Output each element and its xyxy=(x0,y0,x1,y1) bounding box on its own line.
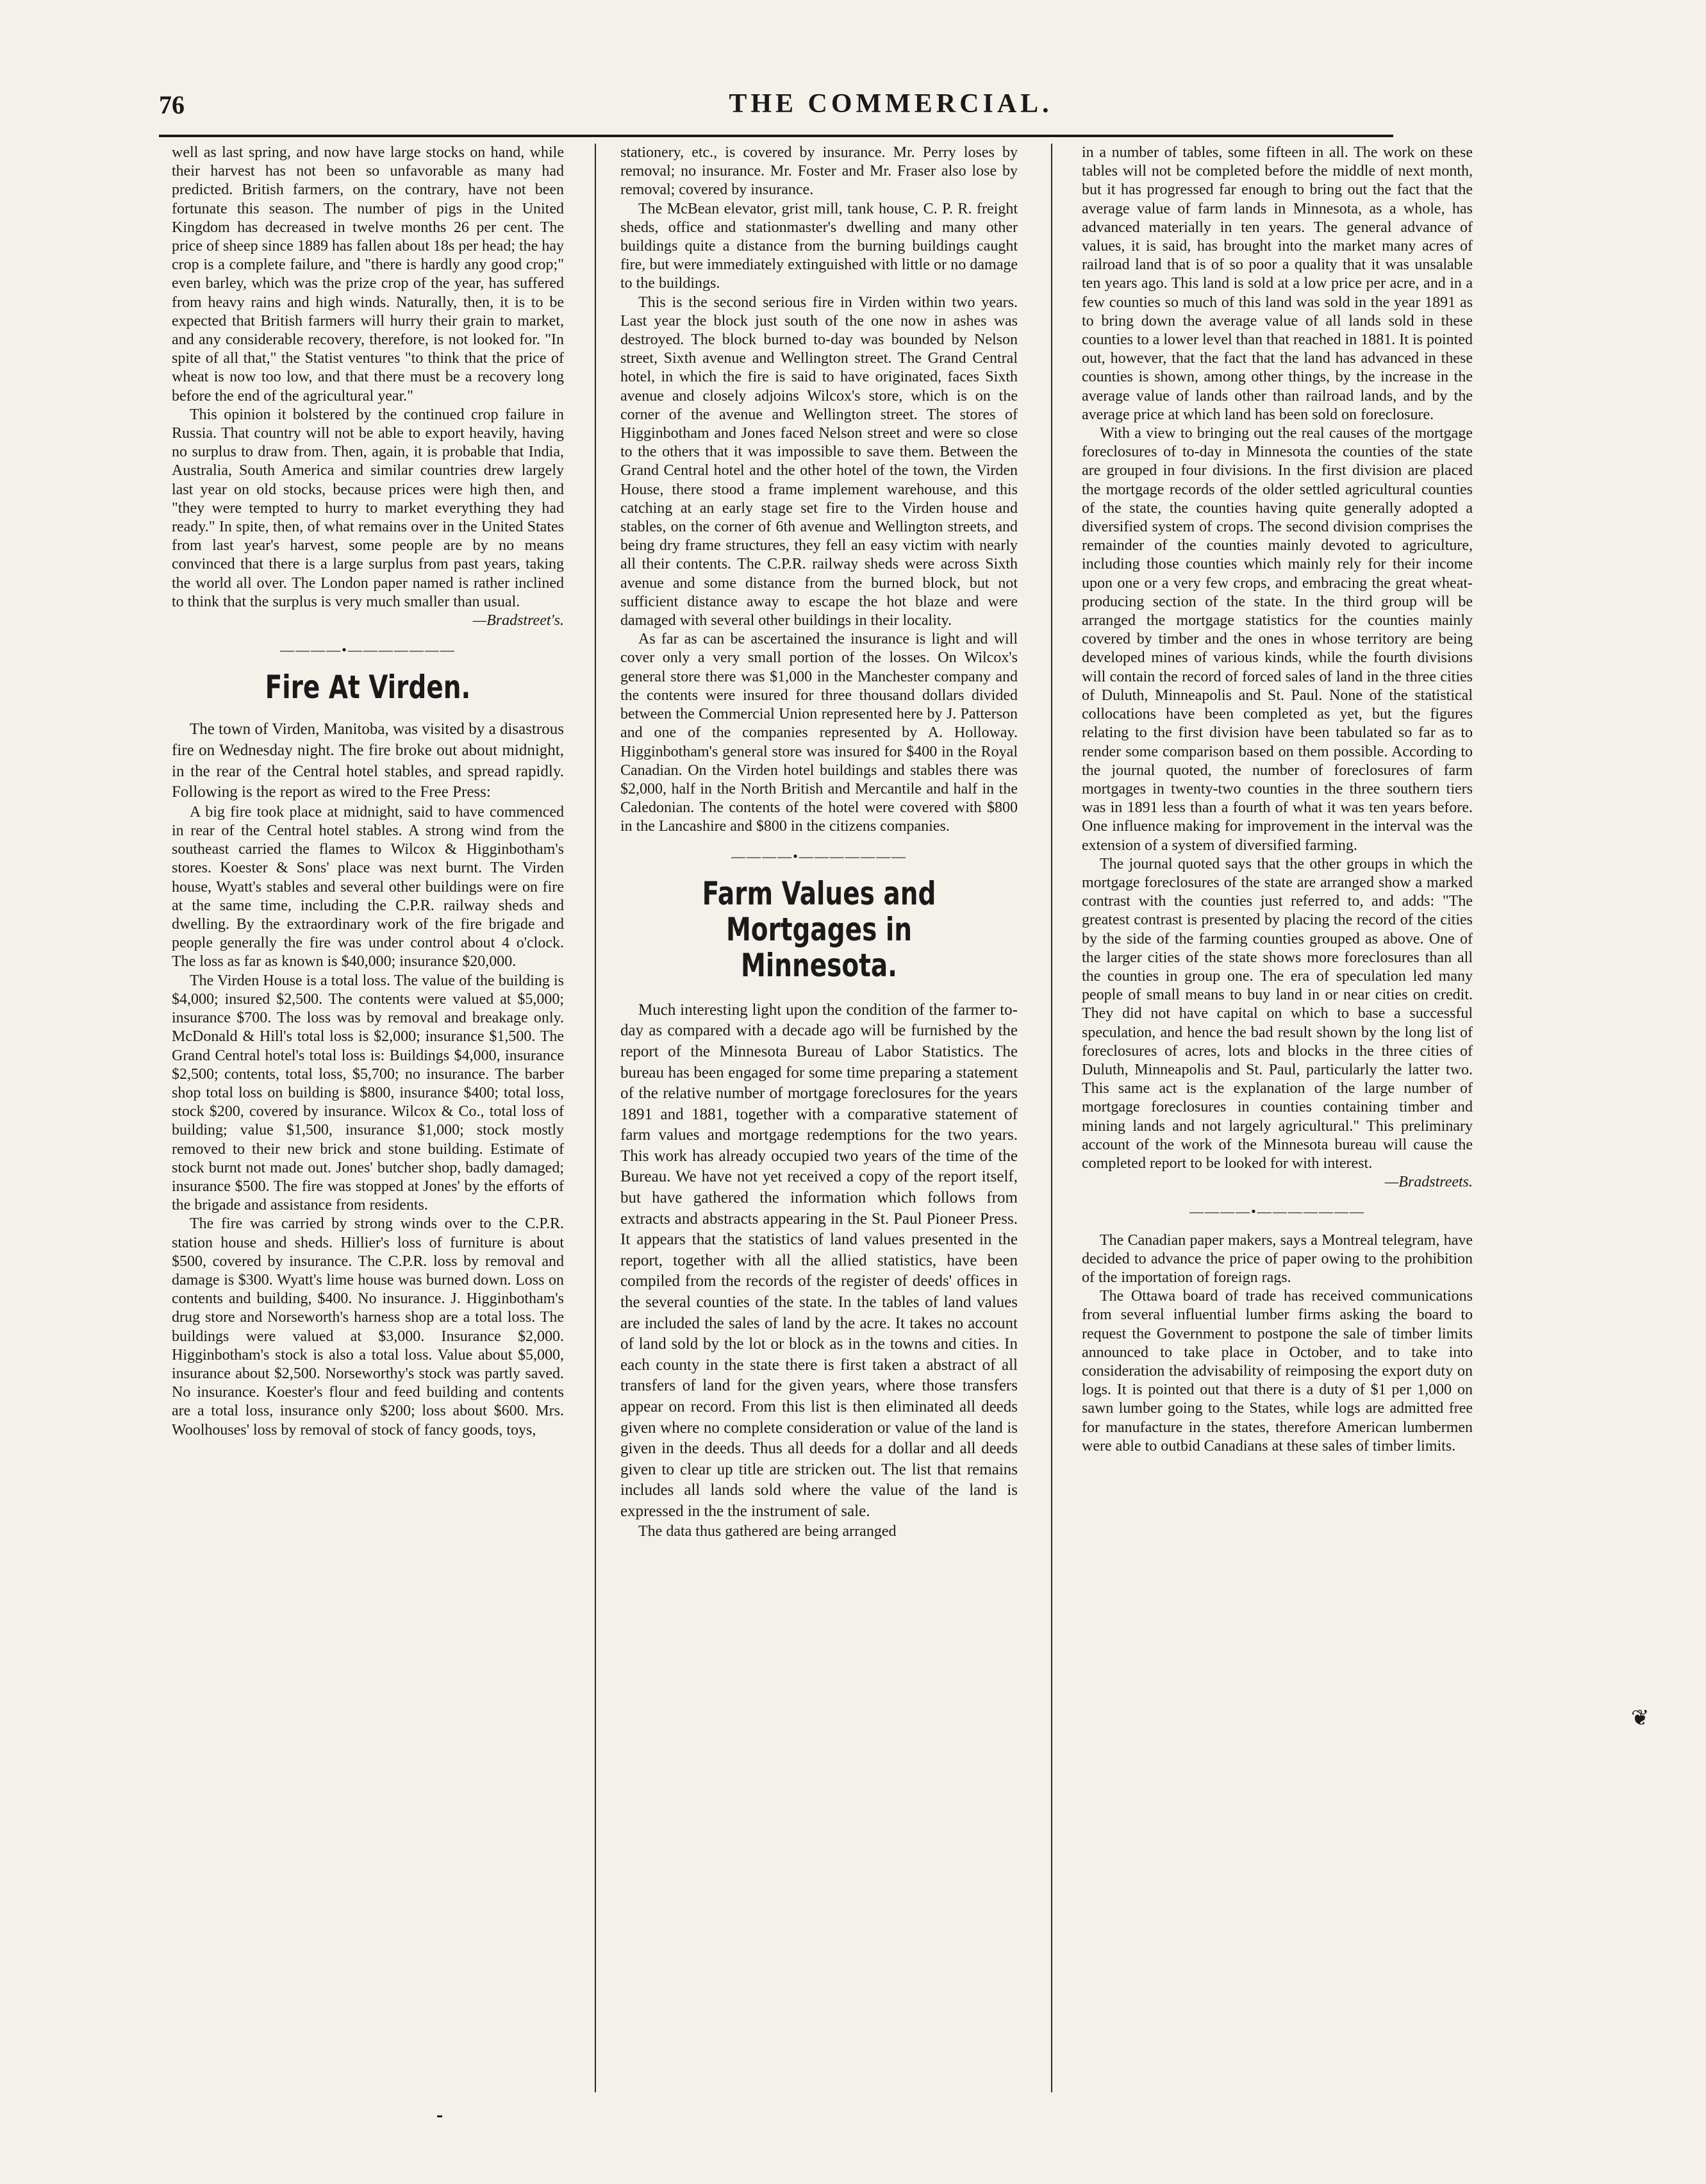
article-separator: ————•——————— xyxy=(280,642,456,658)
article-paragraph: The town of Virden, Manitoba, was visited by a disastrous fire on Wednesday night. The fire broke out about midnight, in the rear of the Central hotel stables, and spread rapidly. Following is the report as wired to the Free Press: xyxy=(172,721,564,801)
masthead: THE COMMERCIAL. xyxy=(729,89,1053,119)
article-paragraph: Much interesting light upon the condition of the farmer to-day as compared with a decade ago will be furnished by the report of the Minnesota Bureau of Labor Statistics. The bureau has been engaged for some time preparing a statement of the relative number of mortgage foreclosures for the years 1891 and 1881, together with a comparative statement of farm values and mortgage redemptions for the two years. This work has already occupied two years of the time of the Bureau. We have not yet received a copy of the report itself, but have gathered the information which follows from extracts and abstracts appearing in the St. Paul Pioneer Press. It appears that the statistics of land values presented in the report, together with all the allied statistics, have been compiled from the records of the register of deeds' offices in the several counties of the state. In the tables of land values are included the sales of land by the acre. It takes no account of land sold by the lot or block as in the towns and cities. In each county in the state there is first taken a abstract of all transfers of land for the given years, where those transfers appear on record. From this list is then eliminated all deeds given where no complete consideration or value of the land is given in the deeds. Thus all deeds for a dollar and all deeds given to clear up title are stricken out. The list that remains includes all lands sold where the value of the land is expressed in the the instrument of sale. xyxy=(620,1001,1018,1520)
article-paragraph: This is the second serious fire in Virden within two years. Last year the block just south of the one now in ashes was destroyed. The block burned to-day was bounded by Nelson street, Sixth avenue and Wellington street. The Grand Central hotel, in which the fire is said to have originated, faces Sixth avenue and closely adjoins Wilcox's store, which is on the corner of the avenue and Wellington street. The stores of Higginbotham and Jones faced Nelson street and were so close to the others that it was impossible to save them. Between the Grand Central hotel and the other hotel of the town, the Virden House, there stood a frame implement warehouse, and this catching at an early stage set fire to the Virden house and stables, on the corner of 6th avenue and Wellington streets, and being dry frame structures, they fell an easy victim with nearly all their contents. The C.P.R. railway sheds were across Sixth avenue and some distance from the burned block, but not sufficient distance away to escape the hot blaze and were damaged with several other buildings in their locality. xyxy=(620,294,1018,629)
column-2 xyxy=(620,144,1018,2092)
article-headline: Farm Values and Mortgages in Minnesota. xyxy=(702,874,936,984)
article-paragraph: The McBean elevator, grist mill, tank house, C. P. R. freight sheds, office and stationmaster's dwelling and many other buildings quite a distance from the burning buildings caught fire, but were immediately extinguished with little or no damage to the buildings. xyxy=(620,200,1018,292)
article-paragraph: With a view to bringing out the real causes of the mortgage foreclosures of to-day in Minnesota the counties of the state are grouped in four divisions. In the first division are placed the mortgage records of the older settled agricultural counties of the state, the counties having quite generally adopted a diversified system of crops. The second division comprises the remainder of the counties mainly devoted to agriculture, including those counties which mainly rely for their income upon one or a very few crops, and embracing the great wheat-producing section of the state. In the third group will be arranged the mortgage statistics for the counties mainly covered by timber and the ones in whose territory are being developed mines of various kinds, while the fourth divisions will contain the record of forced sales of land in the three cities of Duluth, Minneapolis and St. Paul. None of the statistical collocations have been completed as yet, but the figures relating to the first division have been tabulated so far as to render some comparison based on them possible. According to the journal quoted, the number of foreclosures of farm mortgages in twenty-two counties in the three southern tiers was in 1891 less than a fourth of what it was ten years before. One influence making for improvement in the interval was the extension of a system of diversified farming. xyxy=(1082,425,1473,854)
print-mark xyxy=(437,2115,442,2117)
article-signature: —Bradstreet's. xyxy=(472,612,564,629)
column-divider xyxy=(1051,144,1052,2092)
article-separator: ————•——————— xyxy=(731,847,907,864)
article-separator: ————•——————— xyxy=(1189,1203,1365,1220)
column-divider xyxy=(595,144,596,2092)
article-paragraph: The journal quoted says that the other groups in which the mortgage foreclosures of the state are arranged show a marked contrast with the counties just referred to, and adds: "The greatest contrast is presented by placing the record of the cities by the side of the farming counties grouped as above. One of the larger cities of the state shows more foreclosures than all the counties in group one. The era of speculation led many people of small means to buy land in or near cities on credit. They did not have capital on which to base a successful speculation, and hence the bad result shown by the long list of foreclosures of acres, lots and blocks in the three cities of Duluth, Minneapolis and St. Paul, particularly the latter two. This same act is the explanation of the large number of mortgage foreclosures in counties containing timber and mining lands and not largely agricultural." This preliminary account of the work of the Minnesota bureau will cause the completed report to be looked for with interest. xyxy=(1082,855,1473,1172)
article-paragraph: in a number of tables, some fifteen in all. The work on these tables will not be completed before the middle of next month, but it has progressed far enough to bring out the fact that the average value of farm lands in Minnesota, as a whole, has advanced materially in ten years. The general advance of values, it is said, has brought into the market many acres of railroad land that is of so poor a quality that it was unsalable ten years ago. This land is sold at a low price per acre, and in a few counties so much of this land was sold in the year 1891 as to bring down the average value of all lands sold in these counties to a lower level than that reached in 1881. It is pointed out, however, that the fact that the land has advanced in these counties is shown, among other things, by the increase in the average value of lands other than railroad lands, and by the average price at which land has been sold on foreclosure. xyxy=(1082,144,1473,423)
page-number: 76 xyxy=(159,90,185,119)
article-paragraph: well as last spring, and now have large stocks on hand, while their harvest has not been so unfavorable as many had predicted. British farmers, on the contrary, have not been fortunate this season. The number of pigs in the United Kingdom has decreased in twelve months 26 per cent. The price of sheep since 1889 has fallen about 18s per head; the hay crop is a complete failure, and "there is hardly any good crop;" even barley, which was the prize crop of the year, has suffered from heavy rains and high winds. Naturally, then, it is to be expected that British farmers will hurry their grain to market, and any considerable recovery, therefore, is not looked for. "In spite of all that," the Statist ventures "to think that the price of wheat is now too low, and that there must be a recovery long before the end of the agricultural year." xyxy=(172,144,564,404)
margin-mark: ❦ xyxy=(1631,1706,1650,1730)
article-paragraph: This opinion it bolstered by the continued crop failure in Russia. That country will not be able to export heavily, having no surplus to draw from. Then, again, it is probable that India, Australia, South America and similar countries drew largely last year on old stocks, because prices were high then, and "they were tempted to hurry to market everything they had ready." In spite, then, of what remains over in the United States from last year's harvest, some people are by no means convinced that there is a large surplus from past years, taking the world all over. The London paper named is rather inclined to think that the surplus is very much smaller than usual. xyxy=(172,406,564,610)
article-paragraph: The fire was carried by strong winds over to the C.P.R. station house and sheds. Hillier's loss of furniture is about $500, covered by insurance. The C.P.R. loss by removal and damage is $300. Wyatt's lime house was burned down. Loss on contents and building, $400. No insurance. J. Higginbotham's drug store and Norseworth's harness shop are a total loss. The buildings were valued at $3,000. Insurance $2,000. Higginbotham's stock is also a total loss. Value about $5,000, insurance about $2,500. Norseworthy's stock was partly saved. No insurance. Koester's flour and feed building and contents are a total loss, insurance only $200; loss about $600. Mrs. Woolhouses' loss by removal of stock of fancy goods, toys, xyxy=(172,1215,564,1438)
article-paragraph: The data thus gathered are being arranged xyxy=(638,1522,897,1540)
article-paragraph: The Ottawa board of trade has received communications from several influential lumber firms asking the board to request the Government to postpone the sale of timber limits announced to take place in October, and to take into consideration the advisability of reimposing the export duty on logs. It is pointed out that there is a duty of $1 per 1,000 on sawn lumber going to the States, while logs are admitted free for manufacture in the states, therefore American lumbermen were able to outbid Canadians at these sales of timber limits. xyxy=(1082,1288,1473,1455)
article-signature: —Bradstreets. xyxy=(1384,1174,1473,1191)
article-paragraph: A big fire took place at midnight, said to have commenced in rear of the Central hotel stables. A strong wind from the southeast carried the flames to Wilcox & Higginbotham's stores. Koester & Sons' place was next burnt. The Virden house, Wyatt's stables and several other buildings were on fire at the same time, including the C.P.R. railway sheds and dwelling. By the extraordinary work of the fire brigade and people generally the fire was under control about 4 o'clock. The loss as far as known is $40,000; insurance $20,000. xyxy=(172,803,564,971)
column-3 xyxy=(1082,144,1473,2092)
article-headline: Fire At Virden. xyxy=(265,669,471,706)
article-paragraph: The Canadian paper makers, says a Montreal telegram, have decided to advance the price of paper owing to the prohibition of the importation of foreign rags. xyxy=(1082,1231,1473,1286)
article-paragraph: The Virden House is a total loss. The value of the building is $4,000; insured $2,500. The contents were valued at $5,000; insurance $700. The loss was by removal and breakage only. McDonald & Hill's total loss is $2,000; insurance $1,500. The Grand Central hotel's total loss is: Buildings $4,000, insurance $2,500; contents, total loss, $5,700; no insurance. The barber shop total loss on building is $800, insurance $400; total loss, stock $200, covered by insurance. Wilcox & Co., total loss of building; value $1,500, insurance $1,000; stock mostly removed to their new brick and stone building. Estimate of stock burnt not made out. Jones' butcher shop, badly damaged; insurance $500. The fire was stopped at Jones' by the efforts of the brigade and assistance from residents. xyxy=(172,972,564,1214)
article-paragraph: As far as can be ascertained the insurance is light and will cover only a very small portion of the losses. On Wilcox's general store there was $1,000 in the Manchester company and the contents were insured for three thousand dollars divided between the Commercial Union represented here by J. Patterson and one of the companies represented by A. Holloway. Higginbotham's general store was insured for $400 in the Royal Canadian. On the Virden hotel buildings and stables there was $2,000, half in the North British and Mercantile and half in the Caledonian. The contents of the hotel were covered with $800 in the Lancashire and $800 in the citizens companies. xyxy=(620,631,1018,835)
column-1 xyxy=(172,144,564,2092)
article-paragraph: stationery, etc., is covered by insurance. Mr. Perry loses by removal; no insurance. Mr. Foster and Mr. Fraser also lose by removal; covered by insurance. xyxy=(620,144,1018,199)
header-rule xyxy=(159,135,1393,137)
